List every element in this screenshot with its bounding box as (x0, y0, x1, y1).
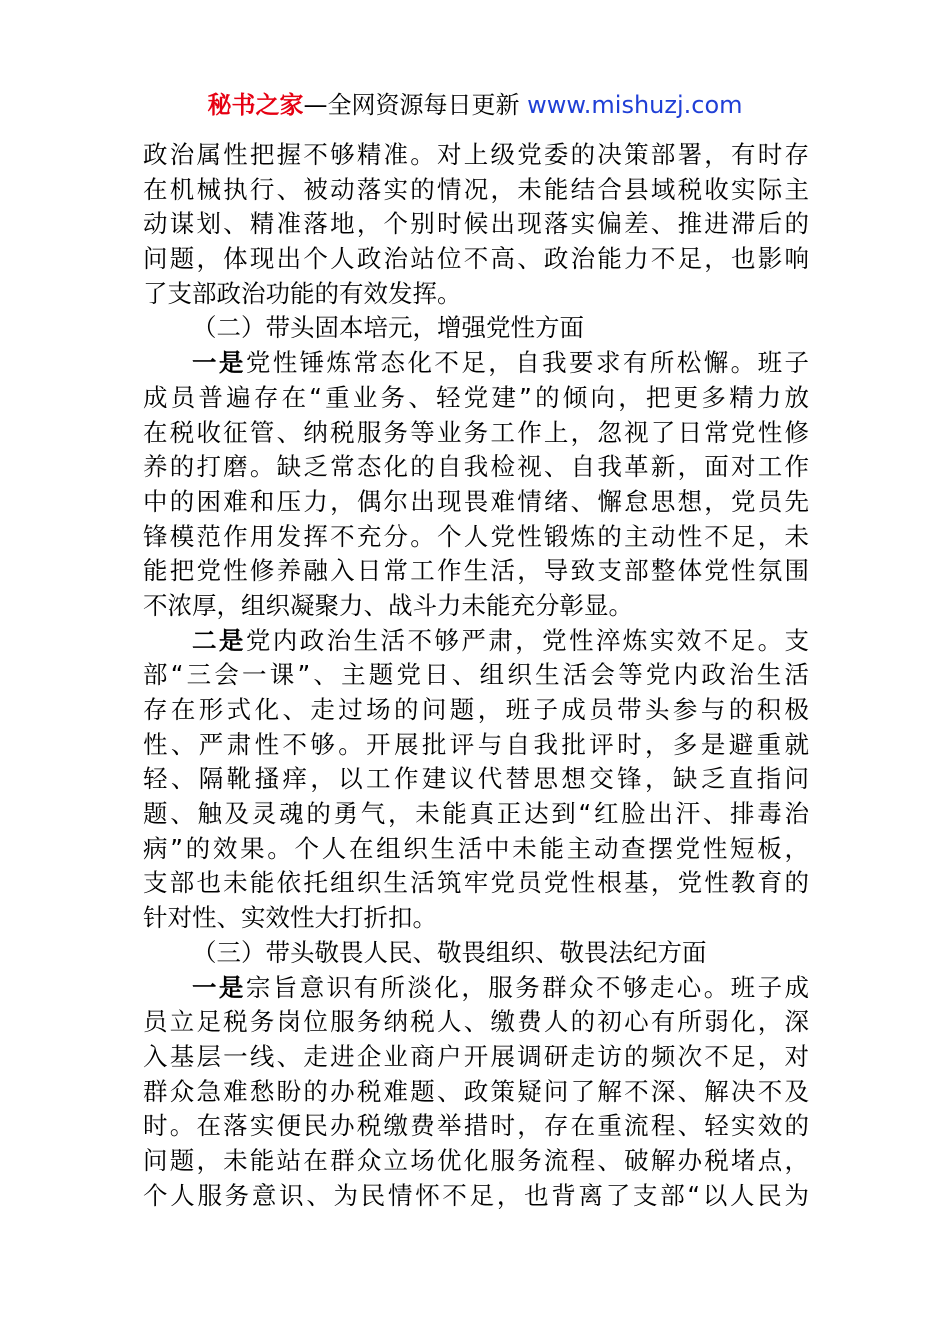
text-line: 能把党性修养融入日常工作生活，导致支部整体党性氛围 (143, 556, 809, 586)
text-line: 在税收征管、纳税服务等业务工作上，忽视了日常党性修 (143, 417, 809, 447)
text-line: 存在形式化、走过场的问题，班子成员带头参与的积极 (143, 695, 809, 724)
text-line: 员立足税务岗位服务纳税人、缴费人的初心有所弱化，深 (143, 1007, 809, 1037)
text-line: 性、严肃性不够。开展批评与自我批评时，多是避重就 (143, 729, 809, 759)
text-line: 支部也未能依托组织生活筑牢党员党性根基，党性教育的 (143, 868, 809, 898)
text-line: 锋模范作用发挥不充分。个人党性锻炼的主动性不足，未 (143, 521, 809, 551)
paragraph-first-line: 一是党性锤炼常态化不足，自我要求有所松懈。班子 (192, 348, 809, 378)
header-brand: 秘书之家 (207, 91, 304, 119)
paragraph-lead: 一是 (192, 348, 246, 378)
text-line: 针对性、实效性大打折扣。 (143, 903, 437, 933)
text-line: 个人服务意识、为民情怀不足，也背离了支部“以人民为 (143, 1180, 809, 1210)
paragraph-lead: 一是 (192, 972, 246, 1002)
section-heading: （三）带头敬畏人民、敬畏组织、敬畏法纪方面 (192, 937, 707, 967)
text-line: 政治属性把握不够精准。对上级党委的决策部署，有时存 (143, 140, 809, 169)
text-line: 了支部政治功能的有效发挥。 (143, 278, 462, 308)
header-tagline: —全网资源每日更新 (303, 91, 528, 119)
text-line: 题、触及灵魂的勇气，未能真正达到“红脸出汗、排毒治 (143, 799, 809, 829)
text-line: 养的打磨。缺乏常态化的自我检视、自我革新，面对工作 (143, 452, 809, 482)
text-line: 问题，体现出个人政治站位不高、政治能力不足，也影响 (143, 244, 809, 274)
text-line: 时。在落实便民办税缴费举措时，存在重流程、轻实效的 (143, 1111, 809, 1141)
text-line: 入基层一线、走进企业商户开展调研走访的频次不足，对 (143, 1041, 809, 1071)
text-line: 成员普遍存在“重业务、轻党建”的倾向，把更多精力放 (143, 382, 809, 412)
text-line: 在机械执行、被动落实的情况，未能结合县域税收实际主 (143, 174, 809, 204)
text-line: 病”的效果。个人在组织生活中未能主动查摆党性短板， (143, 833, 809, 863)
paragraph-first-line: 一是宗旨意识有所淡化，服务群众不够走心。班子成 (192, 972, 809, 1002)
text-line: 群众急难愁盼的办税难题、政策疑问了解不深、解决不及 (143, 1076, 809, 1106)
paragraph-lead: 二是 (192, 625, 246, 655)
text-line: 中的困难和压力，偶尔出现畏难情绪、懈怠思想，党员先 (143, 486, 809, 516)
paragraph-first-line: 二是党内政治生活不够严肃，党性淬炼实效不足。支 (192, 625, 809, 655)
text-line: 轻、隔靴搔痒，以工作建议代替思想交锋，缺乏直指问 (143, 764, 809, 794)
text-line: 问题，未能站在群众立场优化服务流程、破解办税堵点， (143, 1145, 809, 1175)
text-line: 不浓厚，组织凝聚力、战斗力未能充分彰显。 (143, 590, 633, 620)
page-header (0, 88, 950, 122)
text-line: 部“三会一课”、主题党日、组织生活会等党内政治生活 (143, 660, 809, 690)
section-heading: （二）带头固本培元，增强党性方面 (192, 313, 584, 343)
document-body (143, 138, 809, 1213)
text-line: 动谋划、精准落地，个别时候出现落实偏差、推进滞后的 (143, 209, 809, 239)
header-url-link[interactable]: www.mishuzj.com (527, 91, 743, 119)
